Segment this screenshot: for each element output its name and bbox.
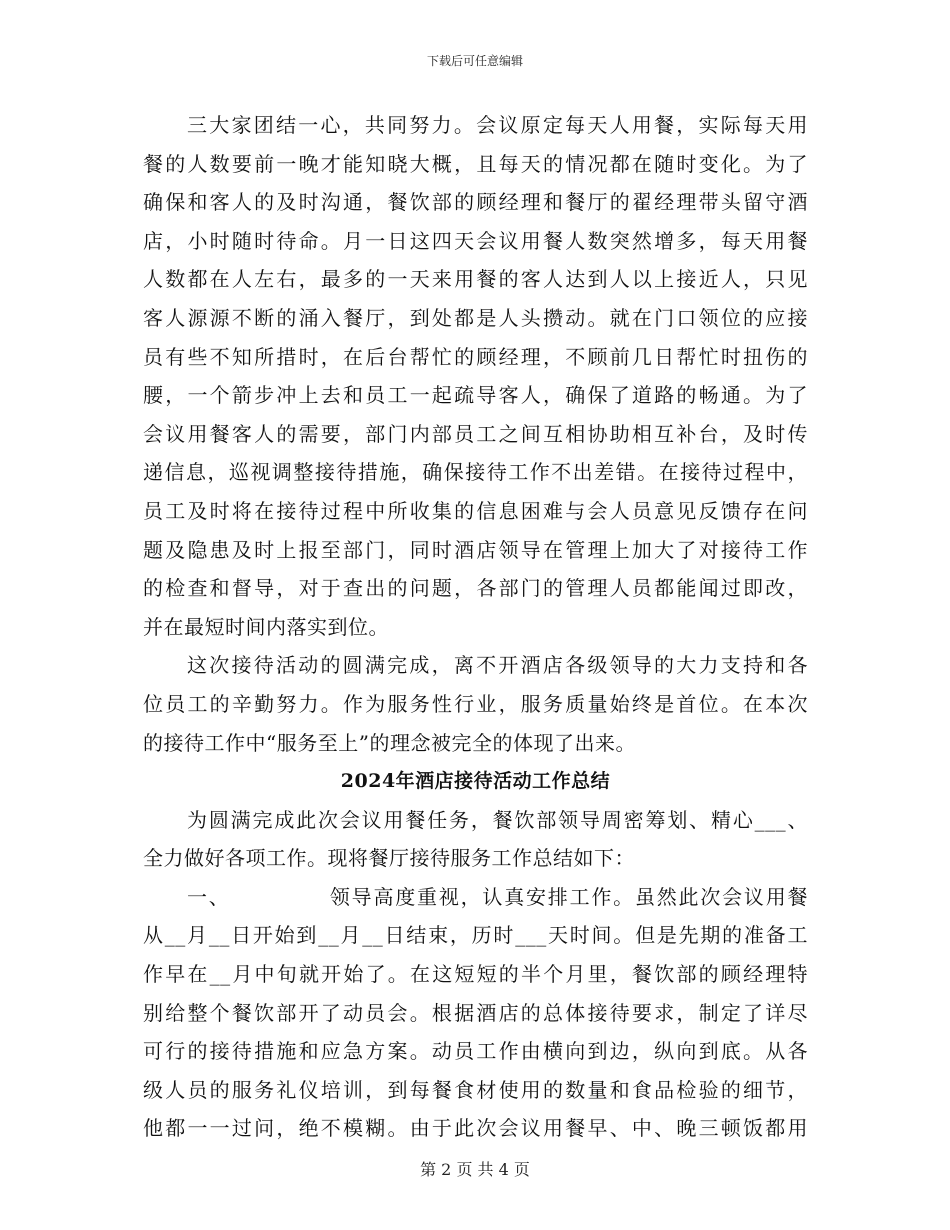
paragraph-line: 会议用餐客人的需要，部门内部员工之间互相协助相互补台，及时传 bbox=[143, 421, 808, 446]
paragraph-line: 作早在__月中旬就开始了。在这短短的半个月里，餐饮部的顾经理特 bbox=[143, 962, 808, 987]
paragraph-line: 并在最短时间内落实到位。 bbox=[143, 614, 389, 639]
paragraph-line: 题及隐患及时上报至部门，同时酒店领导在管理上加大了对接待工作 bbox=[143, 537, 808, 562]
paragraph-line: 为圆满完成此次会议用餐任务，餐饮部领导周密筹划、精心___、 bbox=[187, 807, 808, 832]
paragraph-line: 级人员的服务礼仪培训，到每餐食材使用的数量和食品检验的细节， bbox=[143, 1077, 808, 1102]
paragraph-line: 三大家团结一心，共同努力。会议原定每天人用餐，实际每天用 bbox=[187, 113, 808, 137]
numbered-item-line bbox=[143, 878, 808, 917]
paragraph-line: 可行的接待措施和应急方案。动员工作由横向到边，纵向到底。从各 bbox=[143, 1039, 808, 1064]
paragraph-line: 餐的人数要前一晚才能知晓大概，且每天的情况都在随时变化。为了 bbox=[143, 151, 808, 176]
paragraph-line: 从__月__日开始到__月__日结束，历时___天时间。但是先期的准备工 bbox=[143, 923, 808, 948]
paragraph-line: 全力做好各项工作。现将餐厅接待服务工作总结如下： bbox=[143, 846, 635, 871]
paragraph-line: 腰，一个箭步冲上去和员工一起疏导客人，确保了道路的畅通。为了 bbox=[143, 383, 808, 408]
paragraph-line: 的接待工作中“服务至上”的理念被完全的体现了出来。 bbox=[143, 730, 636, 755]
paragraph-line: 位员工的辛勤努力。作为服务性行业，服务质量始终是首位。在本次 bbox=[143, 691, 808, 716]
paragraph-line: 员有些不知所措时，在后台帮忙的顾经理，不顾前几日帮忙时扭伤的 bbox=[143, 344, 808, 369]
paragraph-line: 人数都在人左右，最多的一天来用餐的客人达到人以上接近人，只见 bbox=[143, 267, 808, 292]
item-number: 一、 bbox=[187, 884, 231, 909]
paragraph-line: 确保和客人的及时沟通，餐饮部的顾经理和餐厅的翟经理带头留守酒 bbox=[143, 190, 808, 215]
paragraph-line: 这次接待活动的圆满完成，离不开酒店各级领导的大力支持和各 bbox=[187, 653, 808, 678]
document-body bbox=[143, 106, 808, 1148]
paragraph-line: 递信息，巡视调整接待措施，确保接待工作不出差错。在接待过程中， bbox=[143, 460, 808, 485]
item-title-text: 领导高度重视，认真安排工作。虽然此次会议用餐 bbox=[328, 884, 809, 909]
paragraph-line: 的检查和督导，对于查出的问题，各部门的管理人员都能闻过即改， bbox=[143, 576, 808, 601]
paragraph-line: 店，小时随时待命。月一日这四天会议用餐人数突然增多，每天用餐 bbox=[143, 228, 808, 253]
page-footer: 第 2 页 共 4 页 bbox=[420, 1160, 530, 1179]
paragraph-line: 员工及时将在接待过程中所收集的信息困难与会人员意见反馈存在问 bbox=[143, 498, 808, 523]
paragraph-line: 他都一一过问，绝不模糊。由于此次会议用餐早、中、晚三顿饭都用 bbox=[143, 1116, 808, 1141]
paragraph-line: 别给整个餐饮部开了动员会。根据酒店的总体接待要求，制定了详尽 bbox=[143, 1000, 808, 1025]
section-heading: 2024年酒店接待活动工作总结 bbox=[340, 770, 611, 793]
paragraph-line: 客人源源不断的涌入餐厅，到处都是人头攒动。就在门口领位的应接 bbox=[143, 305, 808, 330]
page-header: 下载后可任意编辑 bbox=[426, 54, 523, 68]
